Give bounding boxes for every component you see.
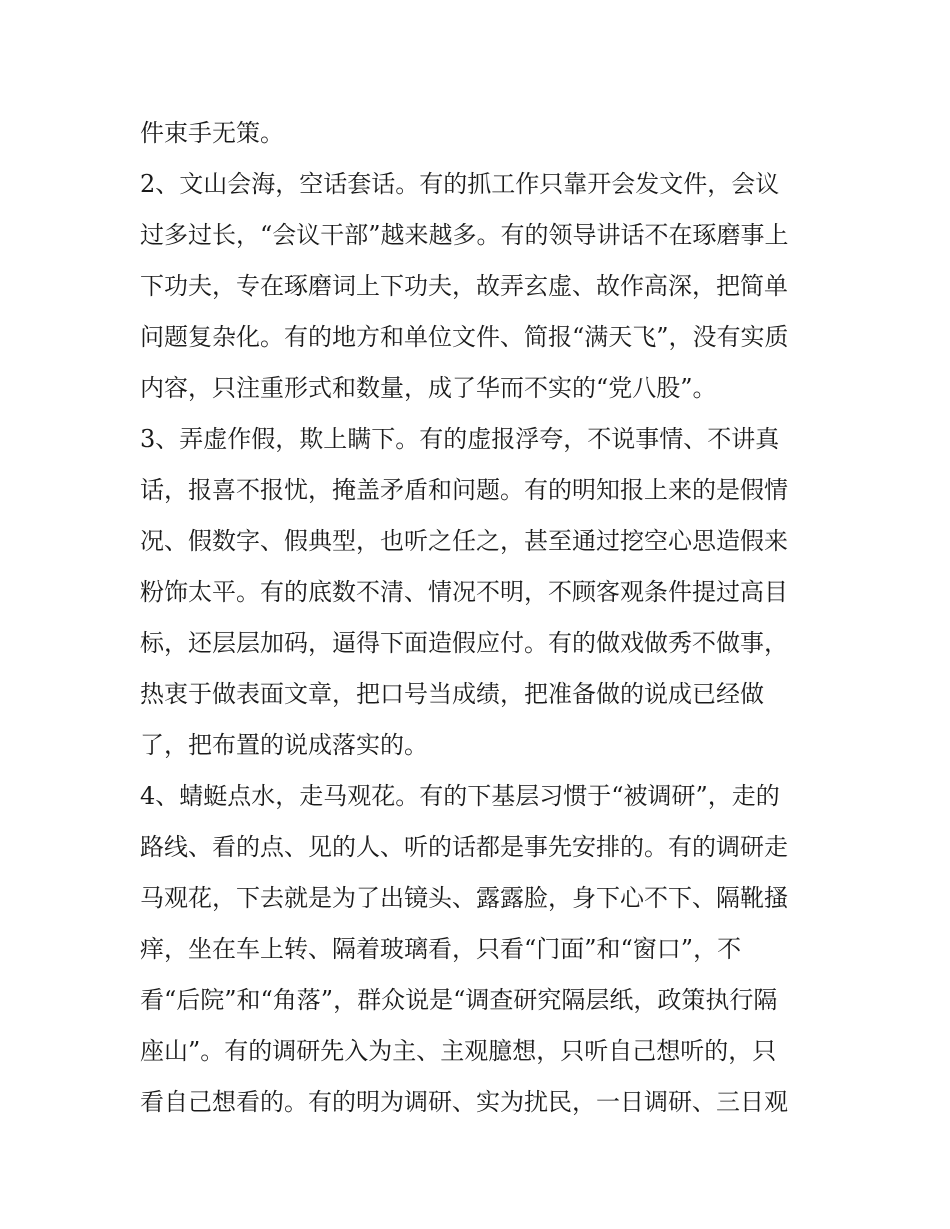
text-line: 路线、看的点、见的人、听的话都是事先安排的。有的调研走 — [140, 833, 788, 861]
text-line: 看“后院”和“角落”，群众说是“调查研究隔层纸，政策执行隔 — [140, 986, 778, 1014]
body-text — [140, 108, 820, 1128]
text-line: 下功夫，专在琢磨词上下功夫，故弄玄虚、故作高深，把简单 — [140, 272, 788, 300]
text-line: 3、弄虚作假，欺上瞒下。有的虚报浮夸，不说事情、不讲真 — [140, 425, 780, 453]
text-line: 标，还层层加码，逼得下面造假应付。有的做戏做秀不做事， — [140, 629, 788, 657]
text-line: 况、假数字、假典型，也听之任之，甚至通过挖空心思造假来 — [140, 527, 788, 555]
text-line: 痒，坐在车上转、隔着玻璃看，只看“门面”和“窗口”，不 — [140, 935, 742, 963]
text-line: 内容，只注重形式和数量，成了华而不实的“党八股”。 — [140, 374, 717, 402]
text-line: 马观花，下去就是为了出镜头、露露脸，身下心不下、隔靴搔 — [140, 884, 788, 912]
text-line: 件束手无策。 — [140, 119, 284, 147]
text-line: 座山”。有的调研先入为主、主观臆想，只听自己想听的，只 — [140, 1037, 777, 1065]
text-line: 了，把布置的说成落实的。 — [140, 731, 428, 759]
text-line: 看自己想看的。有的明为调研、实为扰民，一日调研、三日观 — [140, 1088, 788, 1116]
text-line: 问题复杂化。有的地方和单位文件、简报“满天飞”，没有实质 — [140, 323, 789, 351]
text-line: 话，报喜不报忧，掩盖矛盾和问题。有的明知报上来的是假情 — [140, 476, 788, 504]
text-line: 2、文山会海，空话套话。有的抓工作只靠开会发文件，会议 — [140, 170, 780, 198]
text-line: 过多过长，“会议干部”越来越多。有的领导讲话不在琢磨事上 — [140, 221, 789, 249]
text-line: 粉饰太平。有的底数不清、情况不明，不顾客观条件提过高目 — [140, 578, 788, 606]
text-line: 热衷于做表面文章，把口号当成绩，把准备做的说成已经做 — [140, 680, 764, 708]
text-line: 4、蜻蜓点水，走马观花。有的下基层习惯于“被调研”，走的 — [140, 782, 780, 810]
